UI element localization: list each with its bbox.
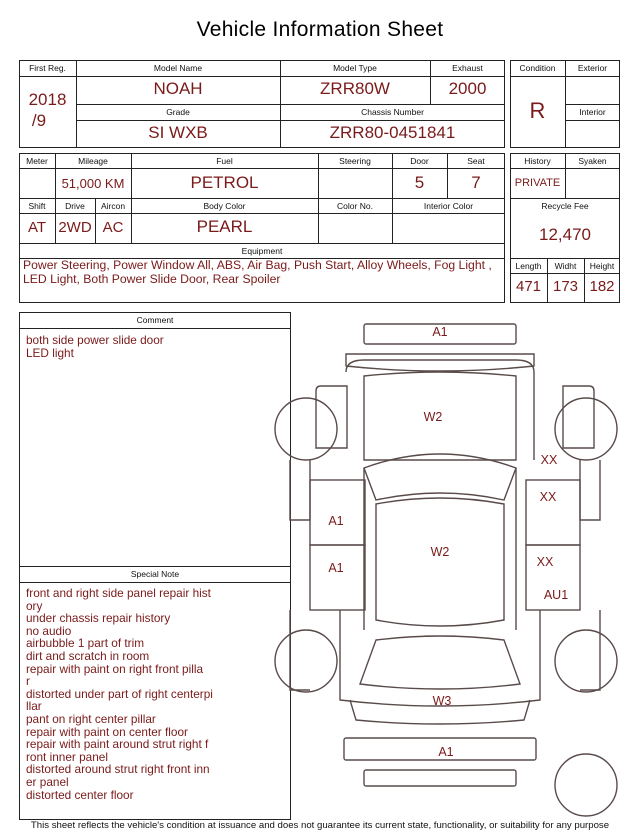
door-value: 5 xyxy=(414,173,425,192)
shift-label: Shift xyxy=(28,201,46,211)
mark-left-rear-door: A1 xyxy=(328,561,344,575)
body-color-value: PEARL xyxy=(196,217,253,236)
width-label: Widht xyxy=(554,261,577,271)
width-value: 173 xyxy=(552,278,579,295)
recycle-fee-label: Recycle Fee xyxy=(541,201,589,211)
exhaust-value: 2000 xyxy=(448,79,487,98)
model-type-value: ZRR80W xyxy=(320,79,390,98)
fuel-label: Fuel xyxy=(216,156,233,166)
history-label: History xyxy=(524,156,551,166)
mark-hood: W2 xyxy=(423,410,443,424)
model-type-label: Model Type xyxy=(333,63,377,73)
exhaust-label: Exhaust xyxy=(452,63,483,73)
recycle-fee-value: 12,470 xyxy=(539,225,591,244)
drive-value: 2WD xyxy=(58,219,92,236)
steering-label: Steering xyxy=(339,156,371,166)
model-name-value: NOAH xyxy=(153,79,203,98)
mileage-label: Mileage xyxy=(78,156,108,166)
mark-right-rear-door: XX xyxy=(536,555,554,569)
equipment-value: Power Steering, Power Window All, ABS, Air Bag, Push Start, Alloy Wheels, Fog Light , LED Light, Both Power Slide Door, Rear Spoiler xyxy=(23,258,492,286)
color-no-label: Color No. xyxy=(337,201,373,211)
drive-label: Drive xyxy=(65,201,85,211)
model-name-label: Model Name xyxy=(153,63,203,73)
mark-roof: W2 xyxy=(430,545,450,559)
special-note-text: front and right side panel repair hist ory under chassis repair history no audio airbubble 1 part of trim dirt and scratch in room repair with paint on right front pilla r distorted under part of right centerpi llar pant on right center pillar repair with paint on center floor repair with paint around strut right f ront inner panel distorted around strut right front inn er panel distorted center floor xyxy=(26,586,213,802)
seat-value: 7 xyxy=(471,173,481,192)
mileage-value: 51,000 KM xyxy=(61,176,125,191)
mark-right-front-door: XX xyxy=(539,490,557,504)
seat-label: Seat xyxy=(467,156,485,166)
comment-text: both side power slide door LED light xyxy=(26,333,164,360)
interior-label: Interior xyxy=(579,107,606,117)
chassis-label: Chassis Number xyxy=(361,107,424,117)
mark-rear-bumper: A1 xyxy=(438,745,454,759)
height-value: 182 xyxy=(589,278,615,295)
mark-rear-glass: W3 xyxy=(432,694,452,708)
comment-label: Comment xyxy=(136,315,174,325)
shift-value: AT xyxy=(27,219,47,236)
height-label: Height xyxy=(589,261,615,271)
mark-right-rear-quarter: AU1 xyxy=(543,588,569,602)
chassis-value: ZRR80-0451841 xyxy=(329,123,456,142)
condition-label: Condition xyxy=(519,63,556,73)
first-reg-year: 2018 xyxy=(28,90,67,109)
door-label: Door xyxy=(410,156,429,166)
aircon-label: Aircon xyxy=(100,201,126,211)
grade-label: Grade xyxy=(166,107,190,117)
interior-color-label: Interior Color xyxy=(423,201,474,211)
grade-value: SI WXB xyxy=(148,123,208,142)
exterior-label: Exterior xyxy=(577,63,608,73)
special-note-label: Special Note xyxy=(130,569,180,579)
sheet-title: Vehicle Information Sheet xyxy=(196,18,444,41)
history-value: PRIVATE xyxy=(514,177,561,189)
first-reg-label: First Reg. xyxy=(29,63,66,73)
fuel-value: PETROL xyxy=(190,173,259,192)
meter-label: Meter xyxy=(26,156,48,166)
condition-value: R xyxy=(529,98,546,123)
first-reg-month: /9 xyxy=(31,111,47,130)
mark-left-front-door: A1 xyxy=(328,514,344,528)
equipment-label: Equipment xyxy=(241,246,283,256)
mark-front-bumper: A1 xyxy=(432,325,448,339)
syaken-label: Syaken xyxy=(578,156,607,166)
disclaimer-footer: This sheet reflects the vehicle's condition at issuance and does not guarantee its current state, functionality, or suitability for any purpose xyxy=(30,820,610,831)
car-damage-diagram xyxy=(270,318,640,818)
length-value: 471 xyxy=(515,278,542,295)
mark-right-front-fender: XX xyxy=(540,453,558,467)
aircon-value: AC xyxy=(102,219,124,236)
body-color-label: Body Color xyxy=(203,201,246,211)
length-label: Length xyxy=(515,261,542,271)
